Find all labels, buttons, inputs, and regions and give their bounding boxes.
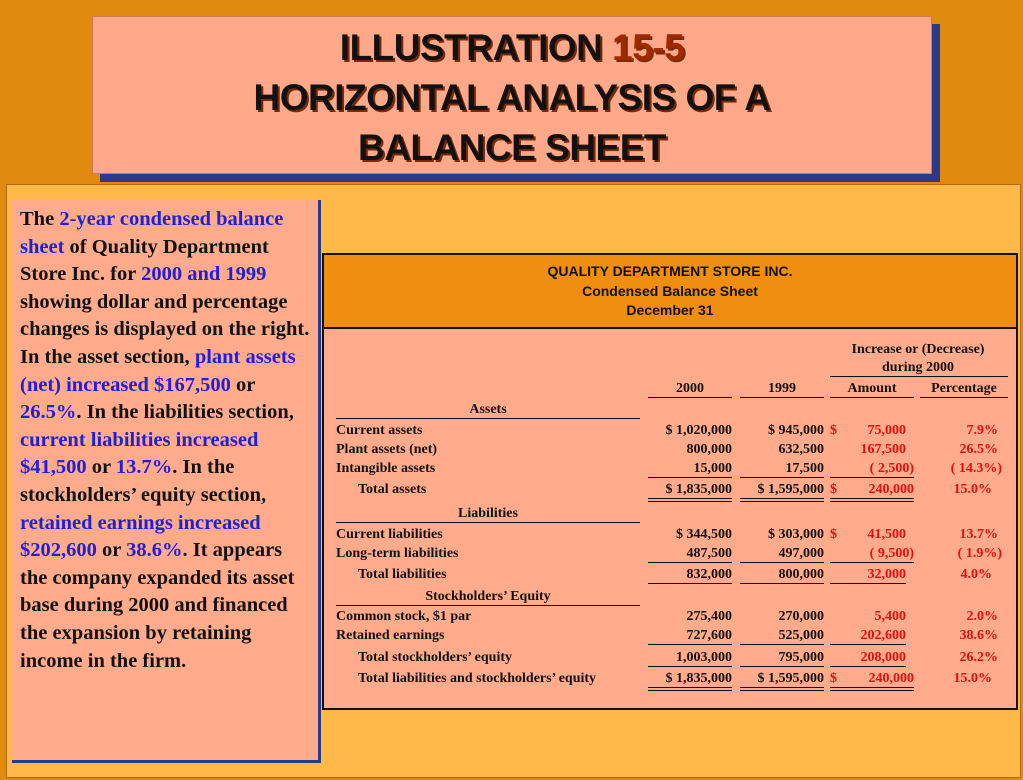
section-liabilities: Liabilities [336,506,640,523]
title-line-3: BALANCE SHEET [357,127,667,168]
cell-amount: 32,000 [830,567,906,584]
cell-percentage: ( 1.9%) [957,546,1002,561]
row-label: Plant assets (net) [336,442,438,457]
description-text [20,206,312,675]
desc-highlight-5: current liabilities increased $41,500 [20,428,259,479]
row-label: Total stockholders’ equity [358,650,513,665]
cell-amount-sign: $ [830,671,837,686]
cell-percentage: 7.9% [966,423,998,438]
title-number: 15-5 [612,27,685,68]
title-word: ILLUSTRATION [339,27,603,68]
cell-2000: $ 1,835,000 [648,671,732,691]
cell-1999: $ 1,595,000 [740,671,824,691]
balance-sheet-header [324,255,1016,329]
balance-sheet [322,253,1018,710]
cell-amount: 240,000 [830,671,914,691]
column-header-2000: 2000 [648,381,732,398]
cell-percentage: 4.0% [960,567,992,582]
column-header-amount: Amount [830,381,914,398]
cell-percentage: 15.0% [953,671,992,686]
group-header-line-2: during 2000 [882,360,954,375]
cell-1999: 270,000 [778,609,824,624]
cell-amount: 208,000 [830,650,906,667]
desc-text-1: The [20,208,60,230]
row-label: Total liabilities [358,567,447,582]
cell-amount: 240,000 [830,482,914,502]
desc-text-2: of Quality Department Store Inc. for [20,235,269,286]
row-label: Total assets [358,482,427,497]
group-header-line-1: Increase or (Decrease) [851,342,985,357]
title-line-1 [93,27,931,69]
desc-text-4: or [230,373,255,396]
cell-2000: 1,003,000 [648,650,732,667]
group-header-rule [830,376,1008,377]
desc-text-5: . In the liabilities section, [76,401,294,424]
cell-amount: 5,400 [874,609,906,624]
desc-highlight-2: 2000 and 1999 [141,263,267,286]
desc-text-9: . It appears the company expanded its asset base during 2000 and financed the expansion by retaining income in the firm. [20,539,295,672]
cell-2000: 15,000 [648,461,732,478]
cell-2000: 727,600 [648,628,732,645]
cell-2000: 800,000 [686,442,732,457]
cell-amount: ( 2,500) [830,461,914,478]
row-label: Intangible assets [336,461,436,476]
cell-1999: 525,000 [740,628,824,645]
row-label: Common stock, $1 par [336,609,472,624]
cell-1999: 497,000 [740,546,824,563]
desc-text-6: or [86,456,116,479]
title-line-2: HORIZONTAL ANALYSIS OF A [253,77,771,118]
desc-highlight-4: 26.5% [20,401,77,424]
cell-1999: 632,500 [778,442,824,457]
cell-1999: $ 1,595,000 [740,482,824,502]
cell-1999: 800,000 [740,567,824,584]
column-header-percentage: Percentage [920,381,1008,398]
cell-percentage: ( 14.3%) [950,461,1002,476]
cell-1999: 795,000 [740,650,824,667]
cell-percentage: 38.6% [959,628,998,643]
cell-2000: 275,400 [686,609,732,624]
cell-amount-sign: $ [830,527,837,542]
row-label: Retained earnings [336,628,445,643]
desc-text-3: showing dollar and percentage changes is displayed on the right. In the asset section, [20,290,310,368]
row-label: Current liabilities [336,527,443,542]
section-equity: Stockholders’ Equity [336,589,640,606]
cell-amount-sign: $ [830,482,837,497]
cell-1999: $ 945,000 [768,423,824,438]
cell-2000: $ 1,835,000 [648,482,732,502]
desc-highlight-3: plant assets (net) increased $167,500 [20,345,296,396]
cell-percentage: 26.2% [959,650,998,665]
cell-percentage: 13.7% [959,527,998,542]
row-label: Long-term liabilities [336,546,459,561]
cell-1999: $ 303,000 [768,527,824,542]
cell-amount: 202,600 [830,628,906,645]
row-label: Current assets [336,423,423,438]
description-box [12,200,321,763]
row-label: Total liabilities and stockholders’ equity [358,671,597,686]
cell-2000: $ 344,500 [676,527,732,542]
desc-text-8: or [96,539,127,562]
desc-highlight-6: 13.7% [115,456,173,479]
cell-2000: 832,000 [648,567,732,584]
cell-1999: 17,500 [740,461,824,478]
cell-amount: 75,000 [867,423,906,438]
cell-amount-sign: $ [830,423,837,438]
company-name: QUALITY DEPARTMENT STORE INC. [547,263,793,279]
desc-text-7: . In the stockholders’ equity section, [20,456,267,506]
cell-2000: $ 1,020,000 [665,423,732,438]
cell-amount: ( 9,500) [830,546,914,563]
cell-percentage: 2.0% [966,609,998,624]
cell-2000: 487,500 [648,546,732,563]
desc-highlight-8: 38.6% [126,539,183,562]
section-assets: Assets [336,402,640,419]
statement-date: December 31 [626,302,714,318]
desc-highlight-7: retained earnings increased $202,600 [20,511,261,562]
cell-amount: 41,500 [867,527,906,542]
cell-amount: 167,500 [860,442,906,457]
desc-highlight-1: 2-year condensed balance sheet [20,208,284,258]
cell-percentage: 15.0% [953,482,992,497]
title-box [92,16,932,174]
cell-percentage: 26.5% [959,442,998,457]
column-header-1999: 1999 [740,381,824,398]
statement-name: Condensed Balance Sheet [582,283,758,299]
